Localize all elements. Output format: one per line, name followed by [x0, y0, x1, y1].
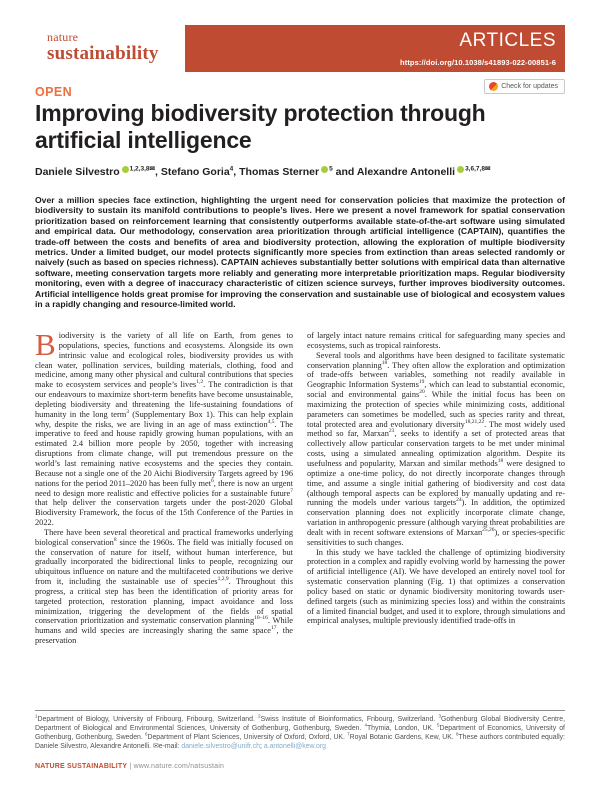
- crossmark-icon: [489, 82, 498, 91]
- abstract: Over a million species face extinction, highlighting the urgent need for conservation policies that maximize the protection of biodiversity to sustain its manifold contributions to people’s lives. Here we present a novel framework for spatial conservation prioritization based on reinforcement learning that consistently outperforms available state-of-the-art software using simulated and empirical data. Our methodology, conservation area prioritization through artificial intelligence (CAPTAIN), quantifies the trade-off between the costs and benefits of area and biodiversity protection, allowing the exploration of multiple biodiversity metrics. Under a limited budget, our model protects significantly more species from extinction than areas selected randomly or naively (such as based on species richness). CAPTAIN achieves substantially better solutions with empirical data than alternative software, meeting conservation targets more reliably and generating more interpretable prioritization maps. Regular biodiversity monitoring, even with a degree of inaccuracy characteristic of citizen science surveys, further improves biodiversity outcomes. Artificial intelligence holds great promise for improving the conservation and sustainable use of biological and ecosystem values in a rapidly changing and resource-limited world.: [35, 195, 565, 310]
- email-separator: ;: [259, 743, 264, 750]
- check-for-updates-label: Check for updates: [501, 83, 558, 90]
- journal-banner: [35, 25, 565, 72]
- author-name: Thomas Sterner: [239, 165, 320, 178]
- doi-link[interactable]: https://doi.org/10.1038/s41893-022-00851-6: [400, 58, 556, 67]
- affiliations-text: $^1$Department of Biology, University of Fribourg, Fribourg, Switzerland. $^2$Swiss Institute of Bioinformatics, Fribourg, Switzerland. $^3$Gothenburg Global Biodiversity Centre, Department of Biological and Environmental Sciences, University of Gothenburg, Gothenburg, Sweden. $^4$Thymia, London, UK. $^5$Department of Economics, University of Gothenburg, Gothenburg, Sweden. $^6$Department of Plant Sciences, University of Oxford, Oxford, UK. $^7$Royal Botanic Gardens, Kew, UK. $^8$These authors contributed equally: Daniele Silvestro, Alexandre Antonelli.: [35, 713, 565, 750]
- author-separator: ,: [233, 165, 240, 178]
- journal-logo-sustainability: sustainability: [47, 43, 159, 64]
- footer-separator: |: [127, 763, 134, 770]
- body-paragraph: There have been several theoretical and practical frameworks underlying biological conservation$^8$ since the 1960s. The field was initially focused on the conservation of nature for itself, without human interference, but gradually incorporated the bidirectional links to people, recognizing our ubiquitous influence on nature and the multifaceted contributions we derive from it, including the sustainable use of species$^{1,2,9}$. Throughout this progress, a critical step has been the identification of priority areas for targeted protection, restoration planning, impact avoidance and loss minimization, triggering the development of the fields of spatial conservation prioritization and systematic conservation planning$^{10-16}$. While humans and wild species are increasingly sharing the same space$^{17}$, the preservation: [35, 527, 293, 646]
- dropcap: B: [35, 331, 56, 362]
- email-link-antonelli[interactable]: a.antonelli@kew.org: [263, 743, 326, 750]
- orcid-icon[interactable]: [457, 166, 464, 173]
- section-label: ARTICLES: [459, 30, 556, 51]
- left-column: [35, 331, 293, 707]
- author-antonelli: [357, 166, 491, 178]
- author-affiliation-sup: 1,2,3,8: [129, 165, 150, 172]
- author-affiliation-sup: 5: [329, 165, 333, 172]
- body-columns: [35, 331, 565, 707]
- author-affiliation-sup: 4: [229, 165, 234, 172]
- banner-right: [400, 25, 565, 72]
- right-column: [307, 331, 565, 707]
- author-affiliation-sup: 3,6,7,8: [465, 165, 485, 172]
- check-for-updates-button[interactable]: [484, 79, 565, 94]
- body-paragraph: Several tools and algorithms have been designed to facilitate systematic conservation planning$^{18}$. They often allow the exploration and optimization of trade-offs between variables, something not readily available in Geographic Information Systems$^{19}$, which can lead to substantial economic, social and environmental gains$^{20}$. While the initial focus has been on maximizing the protection of species while minimizing costs, additional parameters can sometimes be modelled, such as species rarity and threat, total protected area and evolutionary diversity$^{18,21,22}$. The most widely used method so far, Marxan$^{23}$, seeks to identify a set of protected areas that collectively allow particular conservation targets to be met under minimal costs, using a simulated annealing optimization algorithm. Despite its usefulness and popularity, Marxan and similar methods$^{18}$ were designed to optimize a one-time policy, do not directly incorporate changes through time, and assume a single initial gathering of biodiversity and cost data (although temporal aspects can be explored by manually updating and re-running the models under various targets$^{24}$). In addition, the optimized conservation planning does not explicitly incorporate climate change, variation in anthropogenic pressure (although varying threat probabilities are dealt with in recent software extensions of Marxan$^{25,26}$), or species-specific sensitivities to such changes.: [307, 350, 565, 547]
- author-name: Alexandre Antonelli: [356, 165, 456, 178]
- author-name: Daniele Silvestro: [35, 165, 120, 178]
- body-paragraph: of largely intact nature remains critical for safeguarding many species and ecosystems, such as tropical rainforests.: [307, 331, 565, 350]
- author-sterner: [239, 166, 357, 178]
- author-goria: [161, 166, 239, 178]
- page-footer: [35, 763, 224, 770]
- email-icon[interactable]: ✉: [484, 165, 491, 172]
- footnote-divider: [35, 710, 565, 711]
- article-title: Improving biodiversity protection through artificial intelligence: [35, 100, 486, 153]
- footer-url[interactable]: www.nature.com/natsustain: [133, 763, 225, 770]
- footer-journal-name: NATURE SUSTAINABILITY: [35, 763, 128, 770]
- email-label: ✉e-mail:: [152, 743, 182, 750]
- orcid-icon[interactable]: [122, 166, 129, 173]
- email-link-silvestro[interactable]: daniele.silvestro@unifr.ch: [181, 743, 260, 750]
- author-name: Stefano Goria: [160, 165, 230, 178]
- orcid-icon[interactable]: [321, 166, 328, 173]
- journal-logo-nature: nature: [47, 30, 79, 44]
- body-paragraph: In this study we have tackled the challenge of optimizing biodiversity protection in a complex and rapidly evolving world by harnessing the power of artificial intelligence (AI). We have developed an entirely novel tool for systematic conservation planning (Fig. 1) that optimizes a conservation policy based on static or dynamic biodiversity monitoring towards user-defined targets (such as minimizing species loss) and within the constraints of a limited financial budget, and used it to explore, through simulations and empirical analyses, multiple previously identified trade-offs in: [307, 547, 565, 626]
- paragraph-text: iodiversity is the variety of all life on Earth, from genes to populations, species, functions and ecosystems. Alongside its own intrinsic value and ecological roles, biodiversity provides us with clean water, pollination services, building materials, clothing, food and medicine, among many other physical and cultural contributions that species make to ecosystem services and people’s lives$^{1,2}$. The contradiction is that our endeavours to maximize short-term benefits have become unsustainable, depleting biodiversity and threatening the life-sustaining foundations of humanity in the long term$^3$ (Supplementary Box 1). This can help explain why, despite the risks, we are living in an age of mass extinction$^{4,5}$. The imperative to feed and house rapidly growing human populations, with an estimated 2.4 billion more people by 2050, together with increasing disruptions from climate change, will put tremendous pressure on the world’s last remaining native ecosystems and the species they contain. Because not a single one of the 20 Aichi Biodiversity Targets agreed by 196 nations for the period 2011–2020 has been fully met$^6$, there is now an urgent need to design more realistic and effective policies for a sustainable future$^7$ that help deliver the conservation targets under the post-2020 Global Biodiversity Framework, the focus of the 15th Conference of the Parties in 2022.: [35, 331, 293, 528]
- author-separator: ,: [154, 165, 161, 178]
- body-paragraph: [35, 331, 293, 528]
- email-icon[interactable]: ✉: [149, 165, 155, 172]
- author-silvestro: [35, 166, 161, 178]
- author-separator: and: [332, 165, 357, 178]
- open-access-label: OPEN: [35, 85, 73, 99]
- journal-logo: [35, 25, 185, 72]
- author-line: [35, 164, 565, 178]
- affiliations-footnote: [35, 715, 565, 751]
